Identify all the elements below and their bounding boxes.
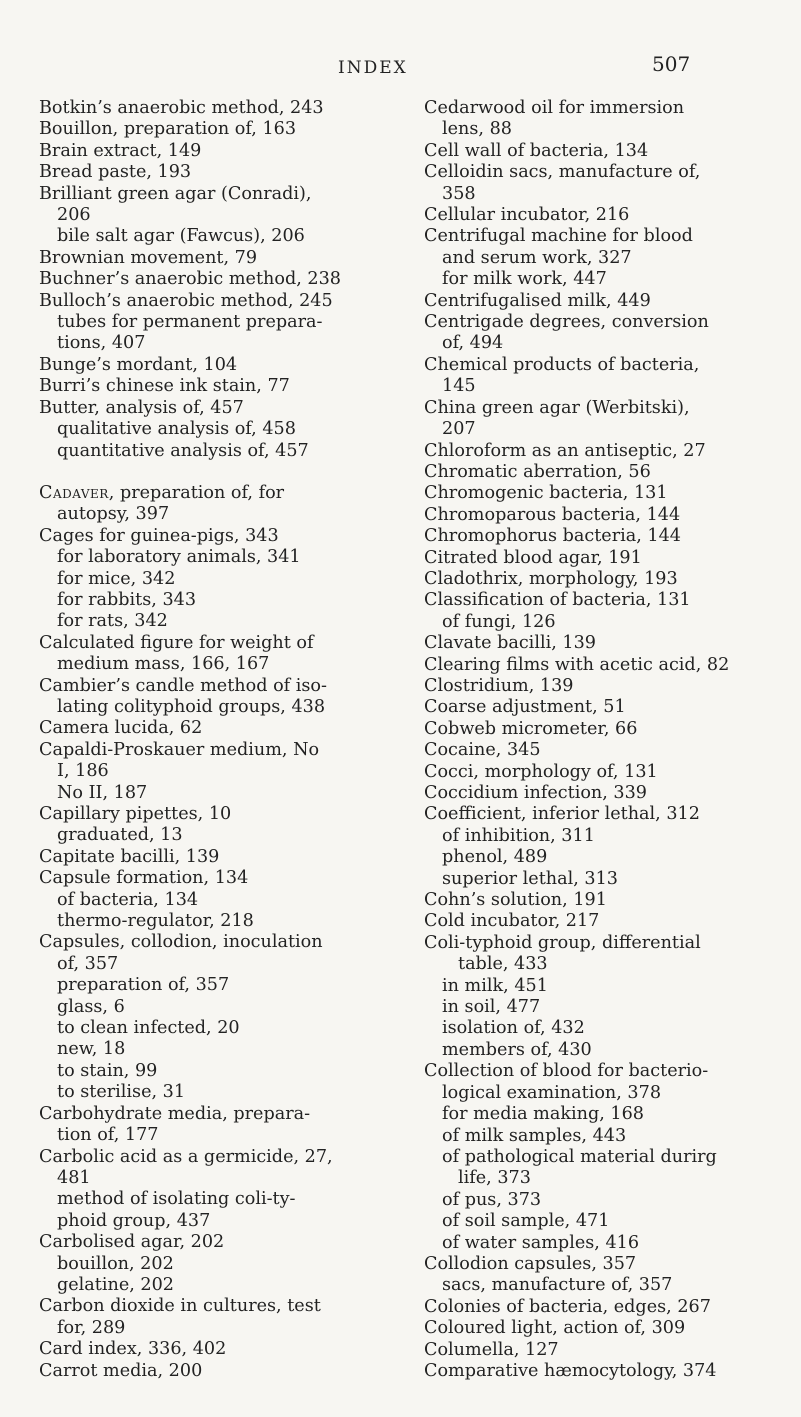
index-subentry: to clean infected, 20 [57,1018,240,1039]
index-entry: Cell wall of bacteria, 134 [424,140,649,161]
index-subentry: thermo-regulator, 218 [57,911,254,932]
index-entry: Brain extract, 149 [39,140,202,161]
index-entry: Cohn’s solution, 191 [424,890,607,911]
index-subentry: for milk work, 447 [442,269,607,290]
index-entry: Chromogenic bacteria, 131 [424,483,668,504]
index-entry: Coccidium infection, 339 [424,783,648,803]
index-entry: Brownian movement, 79 [39,247,258,268]
index-subentry: for media making, 168 [442,1104,644,1125]
index-entry: Coefficient, inferior lethal, 312 [424,804,700,825]
index-subentry: 481 [57,1167,91,1188]
index-subentry: bile salt agar (Fawcus), 206 [57,226,305,247]
index-subentry: of milk samples, 443 [442,1125,627,1146]
index-subentry: of fungi, 126 [442,611,556,632]
index-entry: Celloidin sacs, manufacture of, [424,162,701,183]
index-entry: Carbolised agar, 202 [39,1232,225,1253]
index-entry: Capitate bacilli, 139 [39,846,220,867]
index-entry: Bunge’s mordant, 104 [39,354,238,375]
index-subentry: life, 373 [458,1168,531,1189]
index-entry: Coli-typhoid group, differential [424,932,701,953]
index-subentry: of soil sample, 471 [442,1211,610,1232]
index-subentry: lating colityphoid groups, 438 [57,696,326,717]
index-entry: Camera lucida, 62 [39,718,203,739]
index-entry: Classification of bacteria, 131 [424,590,691,611]
index-entry: Card index, 336, 402 [39,1339,227,1360]
index-entry: Cellular incubator, 216 [424,205,630,226]
index-subentry: method of isolating coli-ty- [57,1189,296,1210]
index-entry: Cedarwood oil for immersion [424,98,685,118]
index-entry: Buchner’s anaerobic method, 238 [39,269,341,290]
index-subentry: glass, 6 [57,996,125,1017]
index-subentry: lens, 88 [442,119,512,140]
index-subentry: for laboratory animals, 341 [57,547,301,568]
index-entry: Cadaver, preparation of, for [39,482,285,503]
index-entry: Bulloch’s anaerobic method, 245 [39,290,333,311]
index-column-left [39,98,389,1382]
index-entry: Cambier’s candle method of iso- [39,675,327,696]
index-subentry: medium mass, 166, 167 [57,654,270,675]
index-entry: Cages for guinea-pigs, 343 [39,525,279,546]
index-entry: Carbolic acid as a germicide, 27, [39,1146,333,1167]
index-subentry: for rabbits, 343 [57,589,197,610]
index-subentry: 358 [442,183,476,204]
index-entry: Carbohydrate media, prepara- [39,1103,311,1124]
index-subentry: tion of, 177 [57,1125,159,1146]
index-entry: China green agar (Werbitski), [424,397,690,418]
index-subentry: bouillon, 202 [57,1253,174,1274]
index-entry: Capsule formation, 134 [39,868,249,889]
index-entry: Capillary pipettes, 10 [39,804,232,824]
index-entry: Carbon dioxide in cultures, test [39,1296,321,1317]
index-entry: Clearing films with acetic acid, 82 [424,654,730,675]
index-subentry: to sterilise, 31 [57,1082,186,1103]
index-subentry: 206 [57,205,91,226]
index-entry: Colonies of bacteria, edges, 267 [424,1296,711,1317]
index-subentry: and serum work, 327 [442,247,632,268]
index-entry: Bouillon, preparation of, 163 [39,119,297,140]
index-subentry: in soil, 477 [442,997,541,1018]
index-subentry: quantitative analysis of, 457 [57,440,309,461]
index-entry: Comparative hæmocytology, 374 [424,1360,717,1381]
index-entry: Botkin’s anaerobic method, 243 [39,98,324,118]
index-subentry: of inhibition, 311 [442,825,595,846]
index-subentry: phoid group, 437 [57,1210,211,1231]
index-subentry: table, 433 [458,954,548,975]
index-entry: Columella, 127 [424,1339,559,1360]
index-subentry: to stain, 99 [57,1060,158,1081]
index-subentry: superior lethal, 313 [442,868,618,889]
index-entry: Clostridium, 139 [424,675,574,696]
index-subentry: for rats, 342 [57,611,168,632]
index-subentry: of bacteria, 134 [57,889,199,910]
index-entry: Centrifugalised milk, 449 [424,290,651,311]
index-entry: Calculated figure for weight of [39,632,314,653]
index-subentry: tions, 407 [57,333,146,354]
index-entry: Capaldi-Proskauer medium, No [39,739,320,760]
index-subentry: new, 18 [57,1039,126,1060]
index-entry: Cocci, morphology of, 131 [424,761,658,782]
index-subentry: members of, 430 [442,1039,592,1060]
index-subentry: phenol, 489 [442,847,548,868]
index-entry: Centrigade degrees, conversion [424,312,709,333]
index-entry: Citrated blood agar, 191 [424,547,642,568]
index-entry: Bread paste, 193 [39,162,192,183]
index-column-right [424,98,774,1382]
index-entry: Carrot media, 200 [39,1360,203,1381]
index-entry: Chloroform as an antiseptic, 27 [424,440,706,461]
index-subentry: isolation of, 432 [442,1018,585,1039]
running-head: INDEX [338,58,408,78]
page-number: 507 [652,52,691,76]
index-entry: Coarse adjustment, 51 [424,697,626,718]
index-subentry: of pathological material durirg [442,1146,717,1167]
index-entry: Cobweb micrometer, 66 [424,718,638,739]
index-subentry: for mice, 342 [57,568,176,589]
index-subentry: graduated, 13 [57,825,183,846]
index-entry: Brilliant green agar (Conradi), [39,183,312,204]
index-subentry: for, 289 [57,1317,126,1338]
index-subentry: of water samples, 416 [442,1232,640,1253]
index-subentry: of pus, 373 [442,1189,542,1210]
index-entry: Coloured light, action of, 309 [424,1318,686,1339]
index-subentry: of, 494 [442,333,504,354]
index-entry: Chromoparous bacteria, 144 [424,504,681,525]
index-subentry: 145 [442,376,476,397]
index-entry: Cold incubator, 217 [424,911,600,932]
index-subentry: qualitative analysis of, 458 [57,419,296,440]
index-entry: Centrifugal machine for blood [424,226,693,247]
index-subentry: gelatine, 202 [57,1274,174,1295]
index-entry: Capsules, collodion, inoculation [39,932,323,953]
index-entry: Burri’s chinese ink stain, 77 [39,376,290,397]
index-subentry: I, 186 [57,761,109,782]
index-entry: Collodion capsules, 357 [424,1253,637,1274]
index-entry: Chromatic aberration, 56 [424,461,651,482]
index-subentry: logical examination, 378 [442,1082,662,1103]
index-subentry: autopsy, 397 [57,504,170,525]
index-entry: Clavate bacilli, 139 [424,633,596,654]
index-subentry: tubes for permanent prepara- [57,312,323,333]
index-subentry: preparation of, 357 [57,975,230,996]
index-entry: Cocaine, 345 [424,740,541,761]
index-subentry: sacs, manufacture of, 357 [442,1275,673,1296]
index-entry: Butter, analysis of, 457 [39,397,244,418]
index-subentry: 207 [442,419,476,440]
index-entry: Chemical products of bacteria, [424,354,700,375]
index-subentry: in milk, 451 [442,975,548,996]
index-subentry: of, 357 [57,953,119,974]
index-entry: Chromophorus bacteria, 144 [424,526,681,547]
index-entry: Cladothrix, morphology, 193 [424,568,678,589]
index-entry: Collection of blood for bacterio- [424,1061,709,1082]
index-subentry: No II, 187 [57,782,148,803]
section-gap [39,462,389,483]
